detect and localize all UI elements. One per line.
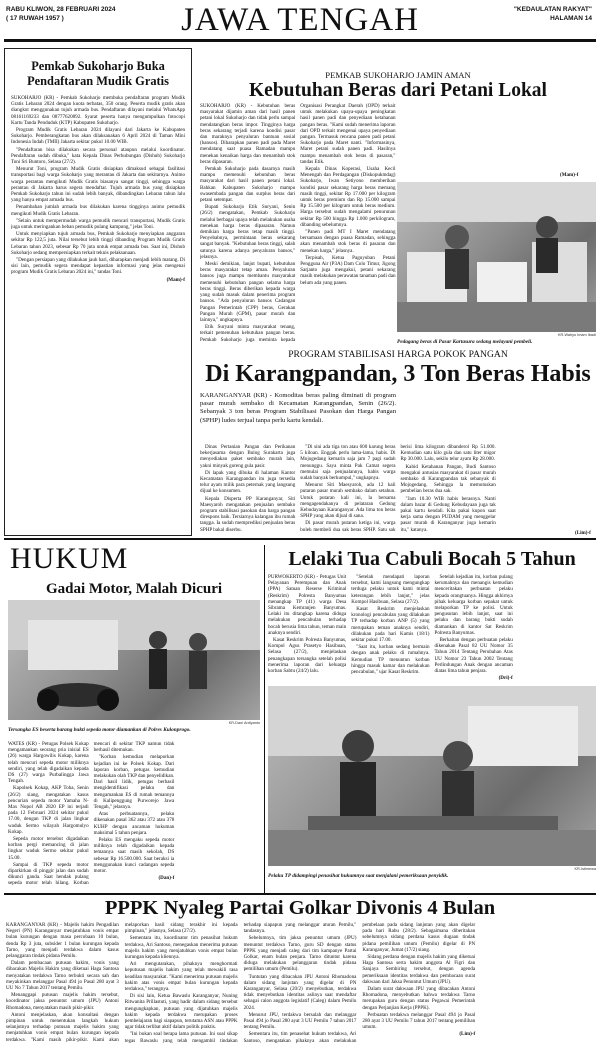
mudik-paragraph: Menurut Toni, program Mudik Gratis disiapkan dimaksud sebagai fasilitasi transportasi bagi warga Sukoharjo yang merantau di Jakarta dan sekitarnya. Animo warga perantau mengikuti Mudik Gratis biasanya sangat tinggi, sehingga warga perantau di Jakarta harus segera mendaftar. Tujuh armada bus yang disiapkan Pemkab Sukoharjo tahun ini sudah lebih banyak, dibandingkan Lebaran tahun lalu yang hanya empat armada bus. bbox=[11, 166, 185, 204]
pppk-paragraph: Perbuatan terdakwa melanggar Pasal 494 jo Pasal 280 ayat 3 UU Pemilu 7 tahun 2017 tentang pemilihan umum. bbox=[362, 1011, 476, 1031]
karangpandan-body bbox=[200, 444, 596, 534]
hukum-section-label: HUKUM bbox=[10, 542, 129, 575]
masthead-date: RABU KLIWON, 28 FEBRUARI 2024 bbox=[6, 6, 116, 13]
cabul-signoff: (Dri)-f bbox=[498, 675, 513, 682]
pppk-paragraph: Dalam surat dakwaan JPU yang dibacakan Antoni Rhomadona, menyebutkan bahwa terdakwa Tarno merupakan guru dengan status Pegawai Pemerintah dengan Perjanjian Kerja (PPPK). bbox=[362, 986, 476, 1011]
cabul-paragraph: Setelah kejadian itu, korban pulang kerumahnya dan menangis kemudian menceritakan perbuatan pelaku kepada orangtuanya. Hingga akhirnya pihak keluarga korban sepakat untuk melaporkan TP ke polisi. Untuk pengusutan lebih lanjut, saat ini pelaku dan barang bukti sudah diamankan di kantor Sat Reskrim Polresta Banyumas. bbox=[434, 574, 513, 636]
mudik-paragraph: "Dengan persiapan yang dilakukan jauh hari, diharapkan menjadi lebih matang. Di sisi lain, pemudik segera mendapat kepastian informasi yang jelas mengenai program Mudik Gratis Lebaran 2024 ini," tandas Toni. bbox=[11, 257, 185, 276]
police-scene-illustration bbox=[8, 600, 260, 720]
hukum-photo-caption: Tersangka ES beserta barang bukti sepeda motor diamankan di Polres Kulonprogo. bbox=[8, 727, 191, 733]
pppk-paragraph: Sementara itu, tim penasehat hukum terdakwa, Ari Santoso, mengatakan pihaknya akan melakukan pembelaan pada sidang lanjutan yang akan digelar pada hari Rabu (28/2). Sebagaimana diberitakan sebelumnya sidang perdana kasus dugaan tindak pidana pemilihan umum (Pemilu) digelar di PN Karanganyar, Jumat (17/2) siang. bbox=[243, 922, 476, 1044]
cabul-paragraph: PURWOKERTO (KR) - Petugas Unit Pelayanan Perempuan dan Anak (PPA) Satuan Reserse Kriminal (Reskrim) Polresta Banyumas menangkap TP (41) warga Desa Sibrama Kemranjen Banyumas. Lelaki itu ditangkap karena diduga melakukan pencabulan terhadap bocah berusia lima tahun, teman main anaknya sendiri. bbox=[268, 574, 347, 636]
section-rule-1 bbox=[4, 538, 596, 540]
beras-paragraph: Kepala Dinas Koperasi, Usaha Kecil Menengah dan Perdagangan (Diskopukmdag) Sukoharjo, Iwan Setiyono memberikan kondisi pasar sekarang harga beras memang masih tinggi, sekitar Rp 17.000 per kilogram untuk beras premium dan Rp 15.000 sampai Rp 15.500 per kilogram untuk beras medium. Harga tersebut sudah mengalami penurunan sekitar Rp 500 hingga Rp 1.000 perkilogram, dibanding sebelumnya. bbox=[300, 166, 396, 228]
beras-photo-caption: Pedagang beras di Pasar Kartasura sedang melayani pembeli. bbox=[397, 339, 533, 345]
pppk-paragraph: "Ini bukan soal berapa lama putusan. Ini soal sikap tegas Bawaslu yang telah mengambil tindakan terhadap siapapun yang melanggar aturan Pemilu," tandasnya. bbox=[124, 922, 357, 1044]
karangpandan-paragraph: Kabid Ketahanan Pangan, Budi Santoso mengakui antusias masyarakat di pasar murah sembako di Karangpandan tak sebanyak di Mojogedang. Sehingga la memutuskan pembelian beras dua sak. bbox=[400, 463, 496, 495]
section-rule-2 bbox=[4, 893, 596, 895]
pppk-paragraph: Tuntutan yang dibacakan JPU Antoni Rhomadona dalam sidang lanjutan yang digelar di PN Karanganyar, Selasa (20/2) menyebutkan, terdakwa tidak menyebutkan identitas aslinya saat mendaftar sebagai calon anggota legislatif (Caleg) dalam Pemilu 2024. bbox=[243, 973, 357, 1011]
hukum-headline: Gadai Motor, Malah Dicuri bbox=[45, 581, 223, 597]
beras-photo bbox=[397, 182, 596, 332]
karangpandan-kicker: PROGRAM STABILISASI HARGA POKOK PANGAN bbox=[288, 349, 508, 360]
pppk-paragraph: Menurut JPU, terdakwa bersalah dan melanggar Pasal 494 jo Pasal 280 ayat 3 UU Pemilu 7 tahun 2017 tentang Pemilu. bbox=[243, 1011, 357, 1031]
karangpandan-paragraph: "Di sini ada tiga ton atau 600 karung beras 5 kiloan. Enggak perlu lama-lama, habis. Di Mojogedang kemarin saja jam 7 pagi sudah menunggu. Saya minta Pak Camat segera memulai saja penjualannya, habis warga sudah banyak berkumpul," ungkapnya. bbox=[300, 444, 396, 482]
masthead-rule bbox=[4, 39, 596, 42]
karangpandan-paragraph: Di pasar murah putaran ketiga ini, warga boleh membeli dua sak beras SPHP. Satu sak berisi lima kilogram dibanderol Rp 51.000. Kemudian satu kilo gula dan satu liter migor Rp 30.000. Lalu, sekilo telur ayam Rp 28.000. bbox=[300, 444, 496, 533]
karangpandan-paragraph: Kepala Disperta PP Karanganyar, Siti Maesyaroh mengatakan penjualan sembako program stabilisasi pasokan dan harga pangan direspons baik. Tersiarnya kalangan ibu rumah tangga. Ia sudah memprediksi penjualan beras SPHP bakal diserbu. bbox=[200, 495, 296, 533]
mudik-paragraph: Untuk menyiapkan tujuh armada bus, Pemkab Sukoharjo menyiapkan anggaran sekitar Rp 122,5 juta. Nilai tersebut lebih tinggi dibanding Program Mudik Gratis Lebaran tahun 2023, sebesar Rp 70 juta untuk empat armada bus. Saat ini, Dishub Sukoharjo sedang mempersiapkan terkait teknis pelaksanaan. bbox=[11, 231, 185, 256]
hukum-paragraph: Kapolsek Kokap, AKP Toha, Senin (26/2) siang, mengatakan kasus pencurian sepeda motor Yamaha N-Max Nopol AB 2820 EP ini terjadi pada 12 Februari 2024 sekitar pukul 17.00, dengan TKP di jalan lingkar waduk Sermo wilayah Hargomulyo Kokap. bbox=[8, 785, 89, 835]
beras-paragraph: SUKOHARJO (KR) - Kebutuhan beras masyarakat dijamin aman dari hasil panen petani lokal Sukoharjo dan tidak perlu sampai mendatangkan beras impor. Tingginya harga beras sekarang terjadi karena kondisi pasar dan maraknya penyaluran bantuan sosial (bansos). Diharapkan panen padi pada Maret mendatang saat puasa Ramadan mampu menekan kenaikan harga dan menambah stok beras dipasaran. bbox=[200, 103, 296, 165]
beras-paragraph: Etik Suryani minta masyarakat tenang, terkait pemenuhan kebutuhan pangan beras. Pemkab Sukoharjo juga meminta kepada Organisasi Perangkat Daerah (OPD) terkait untuk melakukan upaya-upaya peningkatan hasil panen padi dan penyediaan ketahanan pangan beras. "Kami sudah menerima laporan dari OPD terkait mengenai upaya penyediaan pangan. Termasuk rencana panen padi petani Sukoharjo pada Maret nanti. "Informasinya, Maret petani sudah panen padi. Hasilnya mampu menambah stok beras di pasaran," tandas Etik. bbox=[200, 103, 396, 343]
pppk-paragraph: Ari mengutarakan, pihaknya menghormati keputusan majelis hakim yang telah mewakili rasa keadilan masyarakat. "Kami menerima putusan majelis hakim atas vonis empat bulan kurungan kepada terdakwa," terangnya. bbox=[124, 961, 238, 993]
karangpandan-signoff: (Lim)-f bbox=[575, 530, 591, 536]
masthead-slogan: "KEDAULATAN RAKYAT" bbox=[513, 6, 592, 13]
pppk-paragraph: Di sisi lain, Ketua Bawaslu Karanganyar, Nuning Ritwanita Prillastuti, yang hadir dalam sidang tersebut mengungkapkan, putusan yang dijatuhkan majelis hakim kepada terdakwa merupakan proses pembelajaran bagi siapapun, terutama ASN atau PPPK agar tidak terlibat aktif dalam politik praktis. bbox=[124, 993, 238, 1031]
karangpandan-headline: Di Karangpandan, 3 Ton Beras Habis bbox=[205, 361, 591, 387]
beras-paragraph: Terpisah, Ketua Paguyuban Petani Pengguna Air (P3A) Dam Colo Timur, Jigong Sarjanto juga mengakui, petani sekarang masih melakukan perawatan tanaman padi dan belum ada yang panen. bbox=[300, 254, 396, 286]
pppk-body bbox=[6, 922, 594, 1046]
pppk-paragraph: Antoni menjelaskan, akan konsultasi dengan pimpinan untuk menentukan langkah hukum selanjutnya terhadap putusan majelis hakim yang menjatuhkan vonis empat bulan kurungan kepada terdakwa. "Kami masih pikir-pikir. Kami akan melaporkan hasil sidang terakhir ini kepada pimpinan," jelasnya, Selasa (27/2). bbox=[6, 922, 238, 1043]
mudik-body bbox=[11, 95, 185, 515]
cabul-paragraph: "Setelah mendapati laporan tersebut, kami langsung mengungkap terduga pelaku untuk kami mintai keterangan lebih lanjut," jelas Kompol Hasibuan, Selasa (27/2). bbox=[351, 574, 430, 605]
cabul-photo-credit: KR-Istimewa bbox=[574, 867, 596, 871]
hukum-paragraph: Sepeda motor tersebut digadaikan korban pergi memancing di jalan lingkar waduk Sermo sekitar pukul 15.00. bbox=[8, 836, 89, 861]
hukum-photo bbox=[8, 600, 260, 720]
market-scene-illustration bbox=[397, 182, 596, 332]
pppk-paragraph: Sebelumnya, tim jaksa penuntut umum (JPU) menuntut terdakwa Tarno, guru SD dengan status PPPK yang menjadi caleg dari tim kampanye Partai Golkar, enam bulan penjara. Tarno dituntut karena diduga melakukan pelanggaran tindak pidana pemilihan umum (Pemilu). bbox=[243, 935, 357, 973]
mudik-paragraph: Program Mudik Gratis Lebaran 2024 dilayani dari Jakarta ke Kabupaten Sukoharjo. Pemberangkatan bus akan dilaksanakan 6 April 2024 di Taman Mini Indonesia Indah (TMII) Jakarta sekitar pukul 10.00 WIB. bbox=[11, 127, 185, 146]
pppk-headline: PPPK Nyaleg Partai Golkar Divonis 4 Bulan bbox=[104, 897, 496, 919]
hukum-paragraph: WATES (KR) - Petugas Polsek Kokap mengamankan seorang pria inisial ES (26) warga Hargowilis Kokap, karena telah mencuri sepeda motor miliknya sendiri, yang telah digadaikan kepada DS (27) warga Purbalingga Jawa Tengah. bbox=[8, 741, 89, 785]
mudik-paragraph: SUKOHARJO (KR) - Pemkab Sukoharjo membuka pendaftaran program Mudik Gratis Lebaran 2024 dengan kuota terbatas, 350 orang. Peserta mudik gratis akan diangkut menggunakan tujuh armada bus. Pendaftaran dilayani melalui WhatsApp 08161169233 dan 08777620892. Syarat peserta hanya mengumpulkan fotocopi Kartu Tanda Penduduk (KTP) Kabupaten Sukoharjo. bbox=[11, 95, 185, 126]
pppk-paragraph: KARANGANYAR (KR) - Majelis hakim Pengadilan Negeri (PN) Karanganyar menjatuhkan vonis empat bulan kurungan dengan masa percobaan 10 bulan, denda Rp 3 juta, subsider 1 bulan kurungan kepada Tarno, yang menjadi terdakwa dalam kasus pelanggaran tindak pidana Pemilu. bbox=[6, 922, 119, 960]
mudik-article bbox=[4, 48, 192, 536]
hukum-signoff: (Dan)-f bbox=[158, 875, 175, 882]
pppk-signoff: (Lim)-f bbox=[459, 1031, 476, 1038]
beras-photo-credit: KR-Wahyu Imam Ibadi bbox=[557, 333, 596, 337]
pppk-paragraph: Dalam pembacaan putusan hakim, vonis yang dibacakan Majelis Hakim yang diketuai Haga Santosa menyatakan terdakwa Tarno terbukti secara sah dan meyakinkan melanggar Pasal 494 jo Pasal 280 ayat 3 UU No 7 Tahun 2017 tentang Pemilu. bbox=[6, 960, 119, 992]
interrogation-scene-illustration bbox=[268, 686, 596, 866]
cabul-paragraph: "Saat itu, korban sedang bermain dengan anak pelaku di rumahnya. Kemudian TP menuntun korban hingga masuk kamar dan melakukan pencabulan," ujar Kasat Reskrim. bbox=[351, 644, 430, 676]
beras-paragraph: "Panen padi MT I Maret mendatang bersamaan dengan puasa Ramadan, sehingga akan menambah stok beras di pasaran dan menekan harga," jelasnya. bbox=[300, 229, 396, 254]
beras-paragraph: Meski demikian, lanjut bupati, kebutuhan beras masyarakat tetap aman. Penyaluran bansos juga mampu membantu masyarakat memenuhi kebutuhan pangan selama harga beras tinggi. Beras diberikan kepada warga yang sudah masuk dalam penerima program bansos. "Ada penyaluran bansos Cadangan Pangan Pemerintah (CPP) beras, Gerakan Pangan Murah (GPM), pasar murah dan lainnya," ungkapnya. bbox=[200, 261, 296, 323]
cabul-paragraph: Berkaitan dengan perbuatan pelaku dikenakan Pasal 82 UU Nomor 35 Tahun 2014 Tentang Perubahan Atas UU Nomor 23 Tahun 2002 Tentang Perlindungan Anak dengan ancaman diatas lima tahun penjara. bbox=[434, 637, 513, 675]
pppk-paragraph: Sidang perdana dengan majelis hakim yang diketuai Haga Santosa serta hakim anggota Al Figri dan Sanjaya Sembiring tersebut, dengan agenda pemeriksaan identitas terdakwa dan pembacaan surat dakwaan dari Jaksa Penuntut Umum (JPU). bbox=[362, 954, 476, 985]
karangpandan-paragraph: Dinas Pertanian Pangan dan Perikanan bekerjasama dengan Bulog Surakarta juga menyediakan paket sembako murah lain, yakni minyak goreng gula pasir. bbox=[200, 444, 296, 469]
cabul-photo bbox=[268, 686, 596, 866]
masthead-issue: ( 17 RUWAH 1957 ) bbox=[6, 15, 64, 22]
masthead-page-number: HALAMAN 14 bbox=[550, 15, 592, 22]
hukum-body bbox=[8, 741, 260, 891]
karangpandan-lead: KARANGANYAR (KR) - Komoditas beras paling diminati di program pasar murah sembako di Kecamatan Karangpandan, Senin (26/2). Sebanyak 3 ton beras Program Stabilisasi Pasokan dan Harga Pangan (SPHP) ludes terjual tanpa perlu kartu kendali. bbox=[200, 392, 396, 424]
hukum-photo-credit: KR-Dani Ardiyanto bbox=[228, 721, 260, 725]
masthead-title: JAWA TENGAH bbox=[181, 2, 419, 38]
karangpandan-paragraph: Di lapak yang dibuka di halaman Kantor Kecamatan Karangpandan itu juga tersedia telur ayam milik para peternak yang langsung dijual ke konsumen. bbox=[200, 469, 296, 495]
mudik-headline: Pemkab Sukoharjo Buka Pendaftaran Mudik Gratis bbox=[27, 59, 169, 88]
hukum-paragraph: "Korban kemudian melaporkan kejadian ini ke Polsek Kokap. Dari laporan korban, petugas kemudian melakukan olah TKP dan penyelidikan. Dari hasil lidik, petugas berhasil mengidentifikasi pelaku dan mengamankan ES di rumah temannya di Kalipenggung Purworejo Jawa Tengah," jelasnya. bbox=[93, 754, 175, 811]
karangpandan-body-top bbox=[400, 392, 596, 442]
beras-paragraph: Bupati Sukoharjo Etik Suryani, Senin (26/2) mengatakan, Pemkab Sukoharjo melalui berbagai upaya telah melakukan usaha menekan harga beras dipasaran. Namun demikian harga beras tetap masih tinggi. Penyebabnya, permintaan beras sekarang sangat banyak. "Kebutuhan beras tinggi, salah satunya karena adanya penyaluran bansos," jelasnya. bbox=[200, 204, 296, 260]
mudik-paragraph: "Selain untuk mempermudah warga pemudik mencari transportasi, Mudik Gratis juga untuk meringankan beban pemudik pulang kampung," jelas Toni. bbox=[11, 217, 185, 231]
pppk-paragraph: Sementara itu, koordinator tim penasihat hukum terdakwa, Ari Santoso, menegaskan menerima putusan majelis hakim yang menjatuhkan vonis empat bulan kurungan kepada kliennya. bbox=[124, 935, 238, 961]
beras-paragraph: Pemkab Sukoharjo pada dasarnya masih mampu memenuhi kebutuhan beras masyarakat dari hasil panen petani lokal. Bahkan Kabupaten Sukoharjo mampu swasembada pangan dan surplus beras dari petani setempat. bbox=[200, 166, 296, 204]
mudik-signoff: (Mam)-f bbox=[166, 276, 185, 283]
beras-headline: Kebutuhan Beras dari Petani Lokal bbox=[249, 80, 547, 101]
mudik-paragraph: "Pendaftaran bisa dilakukan secara personal ataupun melalui koordinator. Pendaftaran sudah dibuka," kata Kepala Dinas Perhubungan (Dishub) Sukoharjo Toni Sri Buntoro, Selasa (27/2). bbox=[11, 146, 185, 166]
beras-kicker: PEMKAB SUKOHARJO JAMIN AMAN bbox=[325, 70, 471, 80]
karangpandan-paragraph: "Jam 10.30 WIB habis berasnya. Nanti dalam bazar di Gedung Kebudayaan juga tak pakai kartu kendali. Kita pakai kupon saat kerja sama dengan PUDAM yang menggelar pasar murah di Karanganyar juga kemarin itu," katanya. bbox=[400, 495, 496, 533]
cabul-paragraph: Kasat Reskrim menjelaskan kronologi pencabulan yang dilakukan TP terhadap korban ANP (5) yang merupakan teman anaknya sendiri, dilakukan pada hari Kamis (18/1) sekitar pukul 17.00. bbox=[351, 606, 430, 644]
hukum-paragraph: Pelaku ES mengaku sepeda motor miliknya telah digadaikan kepada temannya saat masih sekolah, DS sebesar Rp 16.500.000. Saat beraksi ia menggunakan kunci cadangan sepeda motor. bbox=[93, 837, 175, 875]
column-rule-hukum bbox=[264, 545, 265, 893]
beras-signoff: (Mam)-f bbox=[560, 172, 579, 178]
hukum-paragraph: Atas perbuatannya, pelaku dikenakan pasal 362 atau 372 atau 378 KUHP dengan ancaman hukuman maksimal 5 tahun penjara. bbox=[93, 811, 175, 836]
mudik-paragraph: Penambahan jumlah armada bus dilakukan karena tingginya animo pemudik mengikuti Mudik Gratis Lebaran. bbox=[11, 204, 185, 217]
pppk-paragraph: Menanggapi putusan majelis hakim tersebut, koordinator jaksa penuntut umum (JPU) Antoni Rhomadona, menyatakan masih pikir-pikir. bbox=[6, 992, 119, 1011]
cabul-photo-caption: Pelaku TP didampingi penasihat hukumnya saat menjalani pemeriksaan penyidik. bbox=[268, 873, 449, 879]
beras-body-end bbox=[498, 103, 596, 104]
cabul-body-top bbox=[268, 574, 596, 682]
cabul-paragraph: Kasat Reskrim Polresta Banyumas, Kompol Agus Prasetyo Hasibuan, Selasa (27/2), menjelaskan penangkapan tersangka setelah polisi menerima laporan dari keluarga korban Sabtu (24/2) lalu. bbox=[268, 637, 347, 675]
hukum-paragraph: Sampai di TKP sepeda motor diparkirkan di pinggir jalan dan sudah dikunci ganda. Saat hendak pulang sepeda motor telah hilang. Korban mencari di sekitar TKP namun tidak berhasil ditemukan. bbox=[8, 741, 175, 887]
karangpandan-paragraph: Menurut Siti Maesyaroh, ada 12 kali putaran pasar murah sembako dalam setahun. Untuk putaran kali ini, la bersama mengagendakanya di pelataran Gedung Kebudayaan Karanganyar. Ada lima ton beras SPHP yang akan dijual di sana. bbox=[300, 482, 396, 520]
cabul-headline: Lelaki Tua Cabuli Bocah 5 Tahun bbox=[288, 548, 576, 570]
